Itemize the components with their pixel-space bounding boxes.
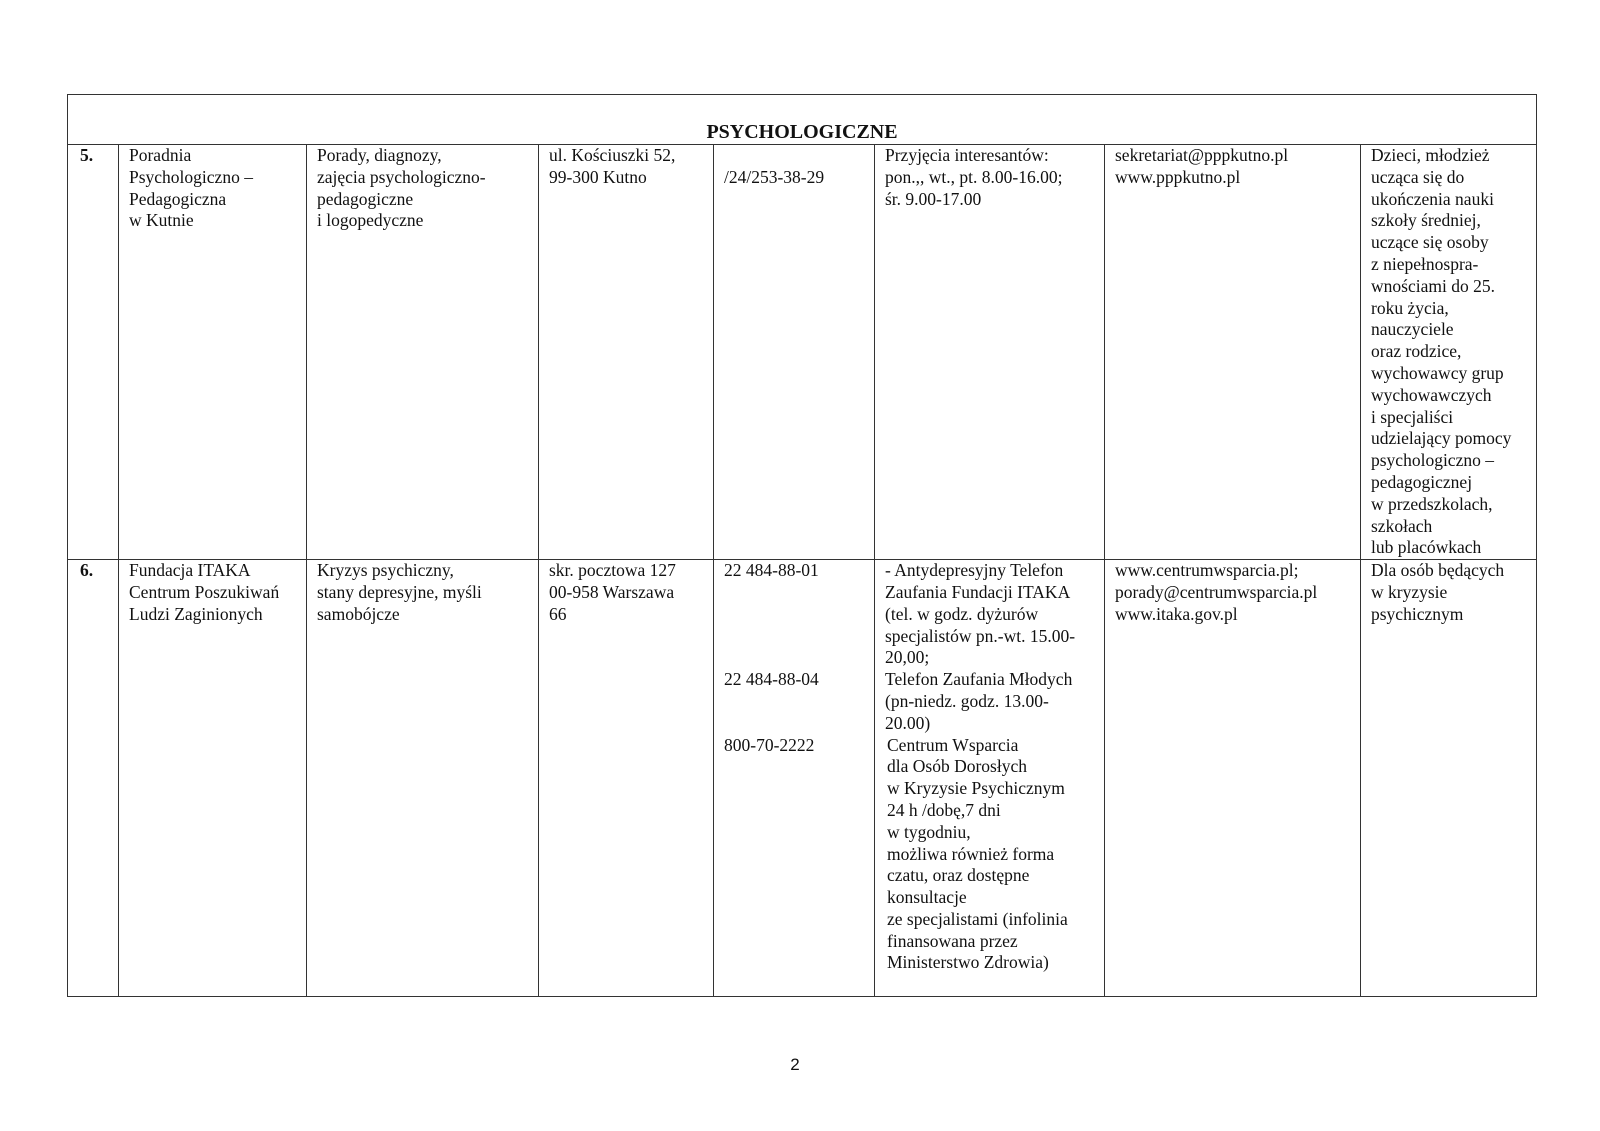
recipients-line: psychicznym	[1371, 603, 1464, 624]
recipients-line: ukończenia nauki	[1371, 188, 1494, 209]
hours-line: 20.00)	[885, 712, 931, 733]
recipients-line: wnościami do 25.	[1371, 275, 1495, 296]
hours-cell	[875, 145, 1105, 560]
website-link[interactable]: www.centrumwsparcia.pl;	[1115, 560, 1299, 581]
institution-name-line: w Kutnie	[129, 210, 194, 231]
services-line: Kryzys psychiczny,	[317, 560, 454, 581]
address-line: 99-300 Kutno	[549, 166, 647, 187]
services-line: i logopedyczne	[317, 210, 424, 231]
institution-name-line: Poradnia	[129, 145, 192, 165]
recipients-line: szkoły średniej,	[1371, 210, 1481, 231]
address-cell	[539, 560, 714, 997]
recipients-line: psychologiczno –	[1371, 450, 1494, 471]
hours-line: dla Osób Dorosłych	[887, 756, 1027, 777]
recipients-line: Dla osób będących	[1371, 560, 1505, 581]
hours-line: specjalistów pn.-wt. 15.00-	[885, 625, 1076, 646]
recipients-line: roku życia,	[1371, 297, 1449, 318]
row-number: 5.	[68, 145, 119, 560]
contact-cell	[1105, 560, 1361, 997]
recipients-cell	[1361, 145, 1537, 560]
recipients-line: pedagogicznej	[1371, 471, 1473, 492]
table-row	[68, 560, 1537, 997]
institution-name-line: Ludzi Zaginionych	[129, 603, 263, 624]
recipients-line: w kryzysie	[1371, 581, 1448, 602]
hours-line: pon.,, wt., pt. 8.00-16.00;	[885, 166, 1063, 187]
phone-number: /24/253-38-29	[724, 166, 825, 187]
services-cell	[307, 560, 539, 997]
recipients-line: wychowawcy grup	[1371, 362, 1504, 383]
recipients-line: oraz rodzice,	[1371, 341, 1462, 362]
hours-line: ze specjalistami (infolinia	[887, 908, 1068, 929]
recipients-cell	[1361, 560, 1537, 997]
institution-name-line: Fundacja ITAKA	[129, 560, 251, 581]
hours-line: czatu, oraz dostępne	[887, 865, 1030, 886]
services-line: stany depresyjne, myśli	[317, 581, 482, 602]
hours-line: (pn-niedz. godz. 13.00-	[885, 690, 1049, 711]
address-line: skr. pocztowa 127	[549, 560, 676, 581]
services-line: pedagogiczne	[317, 188, 414, 209]
institution-name-cell	[119, 145, 307, 560]
recipients-line: i specjaliści	[1371, 406, 1454, 427]
phone-cell	[714, 145, 875, 560]
phone-cell	[714, 560, 875, 997]
website-link[interactable]: www.pppkutno.pl	[1115, 166, 1241, 187]
table-row	[68, 145, 1537, 560]
hours-line: Telefon Zaufania Młodych	[885, 669, 1073, 690]
hours-line: - Antydepresyjny Telefon	[885, 560, 1064, 581]
hours-line: w Kryzysie Psychicznym	[887, 778, 1065, 799]
phone-number: 22 484-88-01	[724, 560, 819, 581]
recipients-line: z niepełnospra-	[1371, 253, 1479, 274]
hours-line: śr. 9.00-17.00	[885, 188, 982, 209]
phone-number: 800-70-2222	[724, 734, 815, 755]
section-title: PSYCHOLOGICZNE	[68, 95, 1537, 145]
hours-line: Ministerstwo Zdrowia)	[887, 952, 1049, 973]
address-line: 00-958 Warszawa	[549, 581, 675, 602]
institution-name-line: Pedagogiczna	[129, 188, 227, 209]
email-link[interactable]: sekretariat@pppkutno.pl	[1115, 145, 1289, 165]
recipients-line: udzielający pomocy	[1371, 428, 1512, 449]
hours-line: Centrum Wsparcia	[887, 734, 1019, 755]
section-header-row	[68, 95, 1537, 145]
address-cell	[539, 145, 714, 560]
institution-name-line: Psychologiczno –	[129, 166, 253, 187]
recipients-line: nauczyciele	[1371, 319, 1454, 340]
recipients-line: Dzieci, młodzież	[1371, 145, 1490, 165]
phone-number: 22 484-88-04	[724, 669, 819, 690]
contact-cell	[1105, 145, 1361, 560]
recipients-line: szkołach	[1371, 515, 1433, 536]
address-line: 66	[549, 603, 567, 624]
institution-name-cell	[119, 560, 307, 997]
institution-name-line: Centrum Poszukiwań	[129, 581, 280, 602]
recipients-line: wychowawczych	[1371, 384, 1492, 405]
website-link[interactable]: www.itaka.gov.pl	[1115, 603, 1238, 624]
hours-line: 20,00;	[885, 647, 930, 668]
services-line: Porady, diagnozy,	[317, 145, 442, 165]
recipients-line: ucząca się do	[1371, 166, 1465, 187]
recipients-line: uczące się osoby	[1371, 232, 1489, 253]
hours-line: Przyjęcia interesantów:	[885, 145, 1049, 165]
hours-line: (tel. w godz. dyżurów	[885, 603, 1039, 624]
hours-cell	[875, 560, 1105, 997]
recipients-line: w przedszkolach,	[1371, 493, 1493, 514]
hours-line: finansowana przez	[887, 930, 1018, 951]
services-line: samobójcze	[317, 603, 400, 624]
row-number: 6.	[68, 560, 119, 997]
email-link[interactable]: porady@centrumwsparcia.pl	[1115, 581, 1318, 602]
hours-line: konsultacje	[887, 887, 967, 908]
directory-table	[67, 94, 1537, 997]
hours-line: 24 h /dobę,7 dni	[887, 799, 1001, 820]
hours-line: w tygodniu,	[887, 821, 971, 842]
hours-line: możliwa również forma	[887, 843, 1055, 864]
hours-line: Zaufania Fundacji ITAKA	[885, 581, 1071, 602]
address-line: ul. Kościuszki 52,	[549, 145, 676, 165]
services-cell	[307, 145, 539, 560]
page-number: 2	[790, 1055, 800, 1074]
services-line: zajęcia psychologiczno-	[317, 166, 486, 187]
recipients-line: lub placówkach	[1371, 537, 1482, 558]
